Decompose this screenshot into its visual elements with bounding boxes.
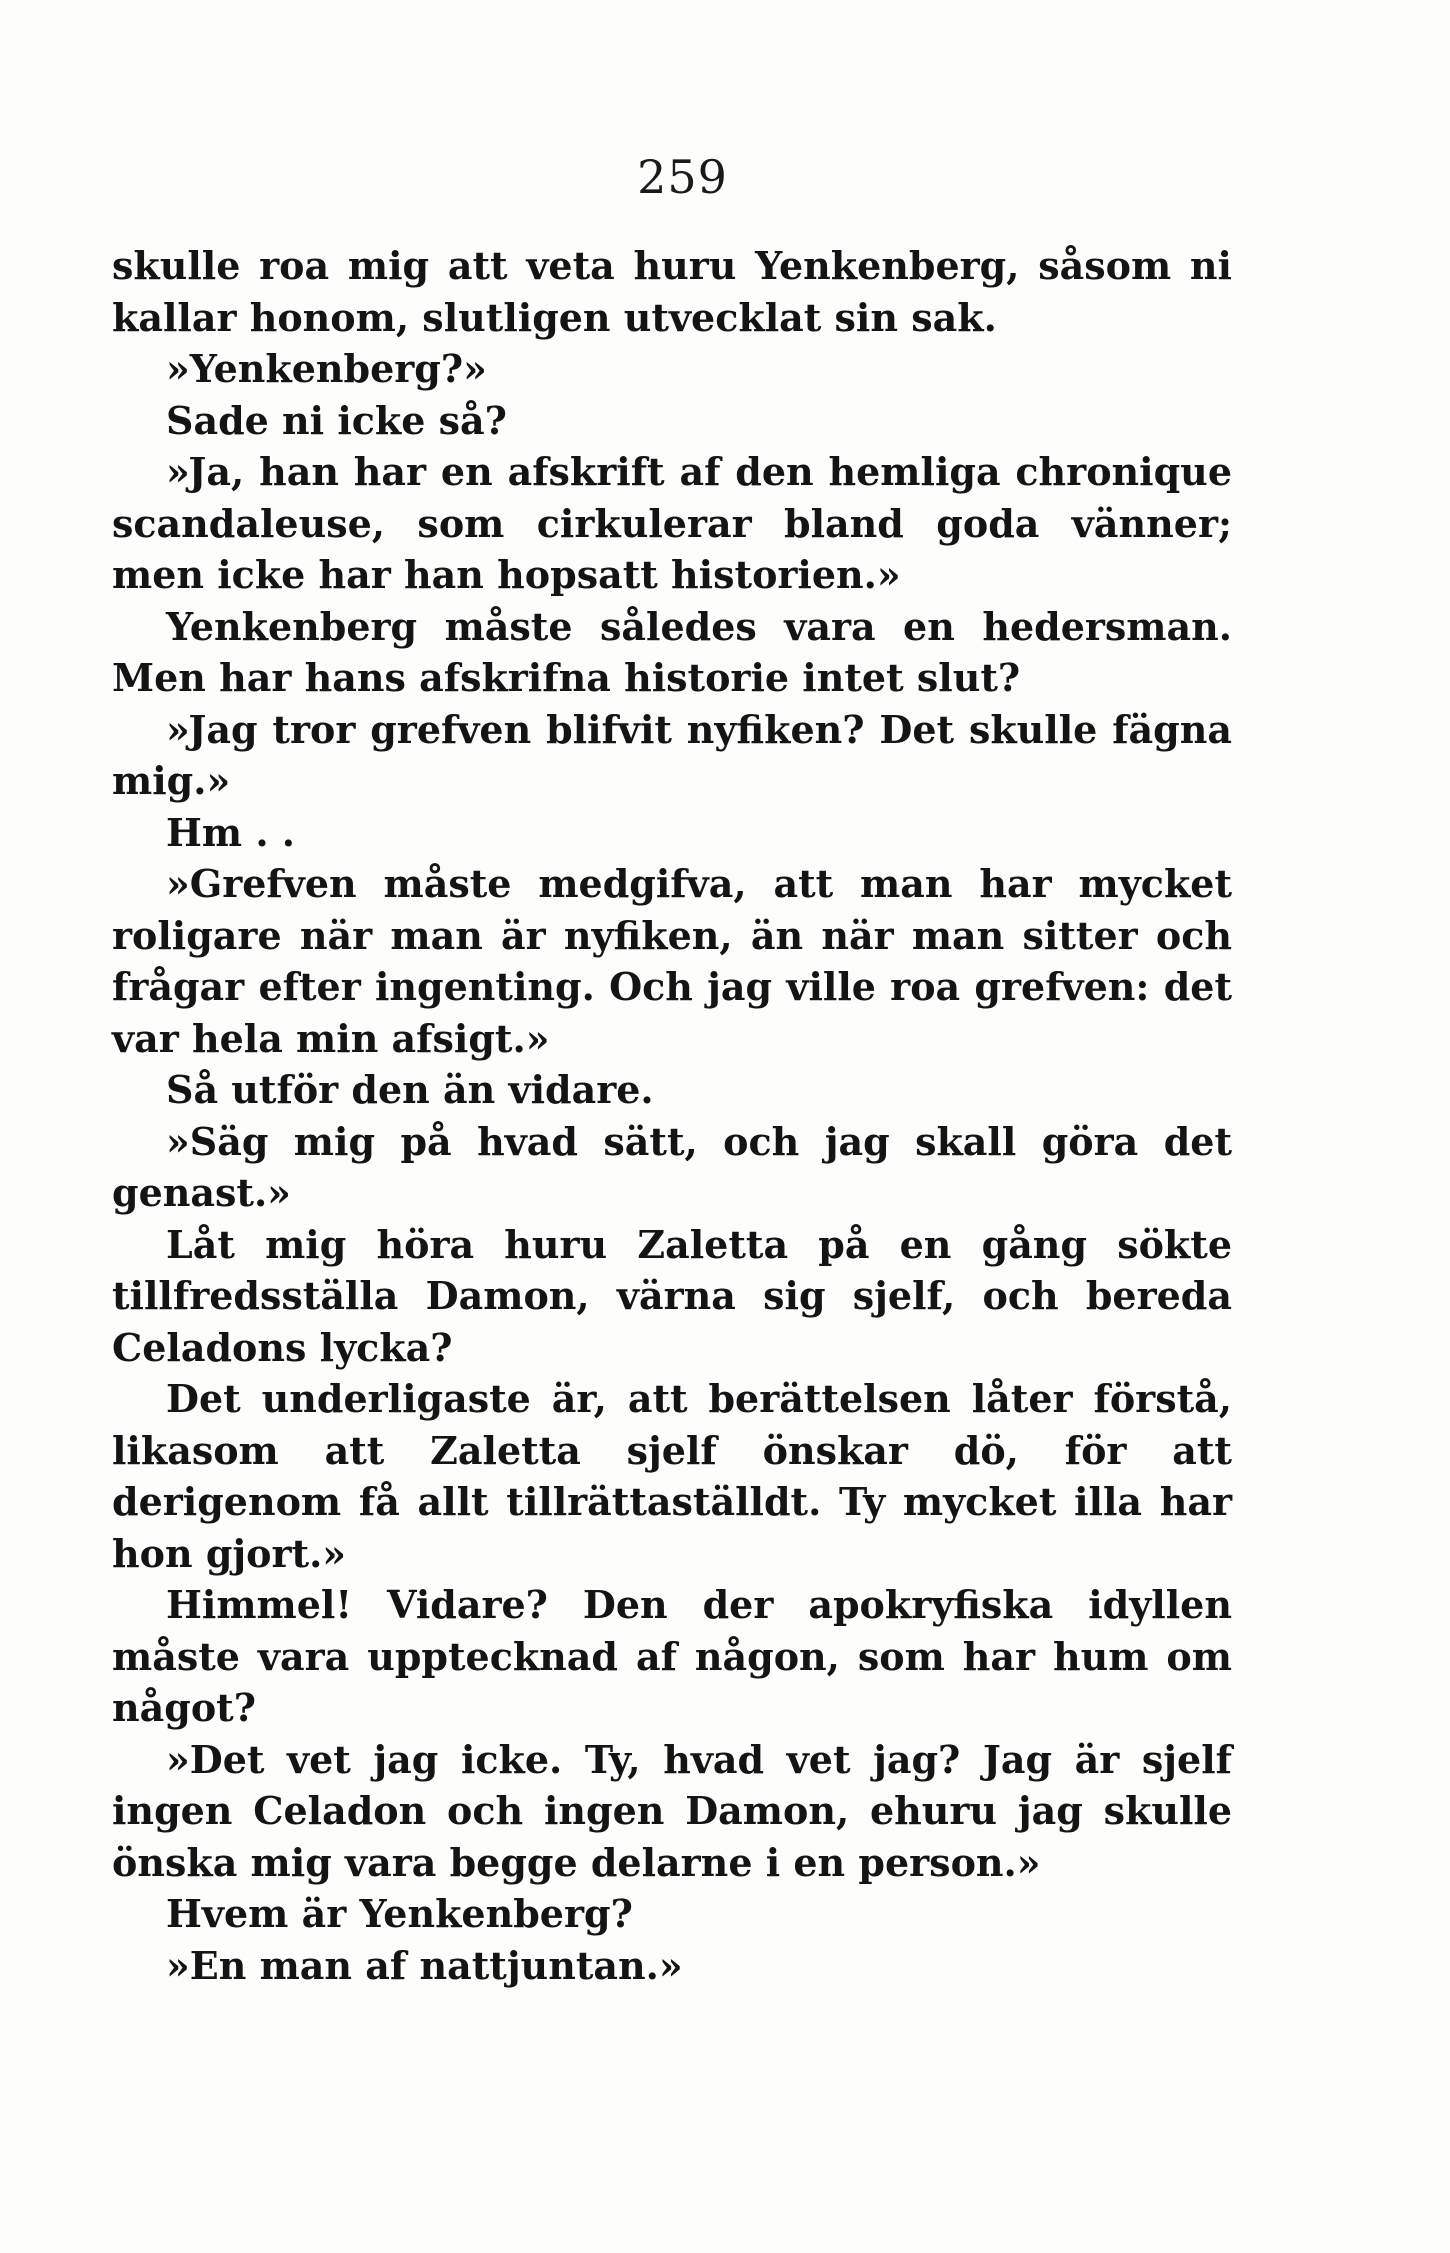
paragraph: skulle roa mig att veta huru Yenkenberg, såsom ni kallar honom, slutligen utvecklat sin sak. xyxy=(112,243,1232,340)
paragraph: Hm . . xyxy=(166,809,296,855)
paragraph: Hvem är Yenkenberg? xyxy=(166,1891,633,1936)
paragraph: »Säg mig på hvad sätt, och jag skall göra det genast.» xyxy=(112,1118,1232,1215)
paragraph: Så utför den än vidare. xyxy=(166,1067,654,1112)
paragraph: Himmel! Vidare? Den der apokryfiska idyllen måste vara upptecknad af någon, som har hum om något? xyxy=(112,1582,1232,1730)
paragraph: Låt mig höra huru Zaletta på en gång sökte tillfredsställa Damon, värna sig sjelf, och bereda Celadons lycka? xyxy=(112,1221,1232,1370)
paragraph: »Jag tror grefven blifvit nyfiken? Det skulle fägna mig.» xyxy=(112,706,1232,803)
paragraph: »Yenkenberg?» xyxy=(166,346,487,391)
body-text xyxy=(112,240,1232,1991)
paragraph: »Grefven måste medgifva, att man har mycket roligare när man är nyfiken, än när man sitter och frågar efter ingenting. Och jag ville roa grefven: det var hela min afsigt.» xyxy=(112,861,1232,1061)
paragraph: »En man af nattjuntan.» xyxy=(166,1942,683,1988)
paragraph: Sade ni icke så? xyxy=(166,397,507,443)
paragraph: »Ja, han har en afskrift af den hemliga chronique scandaleuse, som cirkulerar bland goda vänner; men icke har han hopsatt historien.» xyxy=(112,449,1232,597)
paragraph: Yenkenberg måste således vara en hedersman. Men har hans afskrifna historie intet slut? xyxy=(112,603,1232,700)
paragraph: Det underligaste är, att berättelsen låter förstå, likasom att Zaletta sjelf önskar dö, för att derigenom få allt tillrättaställdt. Ty mycket illa har hon gjort.» xyxy=(112,1376,1232,1576)
page-number: 259 xyxy=(637,150,728,204)
paragraph: »Det vet jag icke. Ty, hvad vet jag? Jag är sjelf ingen Celadon och ingen Damon, ehuru jag skulle önska mig vara begge delarne i en person.» xyxy=(112,1736,1232,1885)
